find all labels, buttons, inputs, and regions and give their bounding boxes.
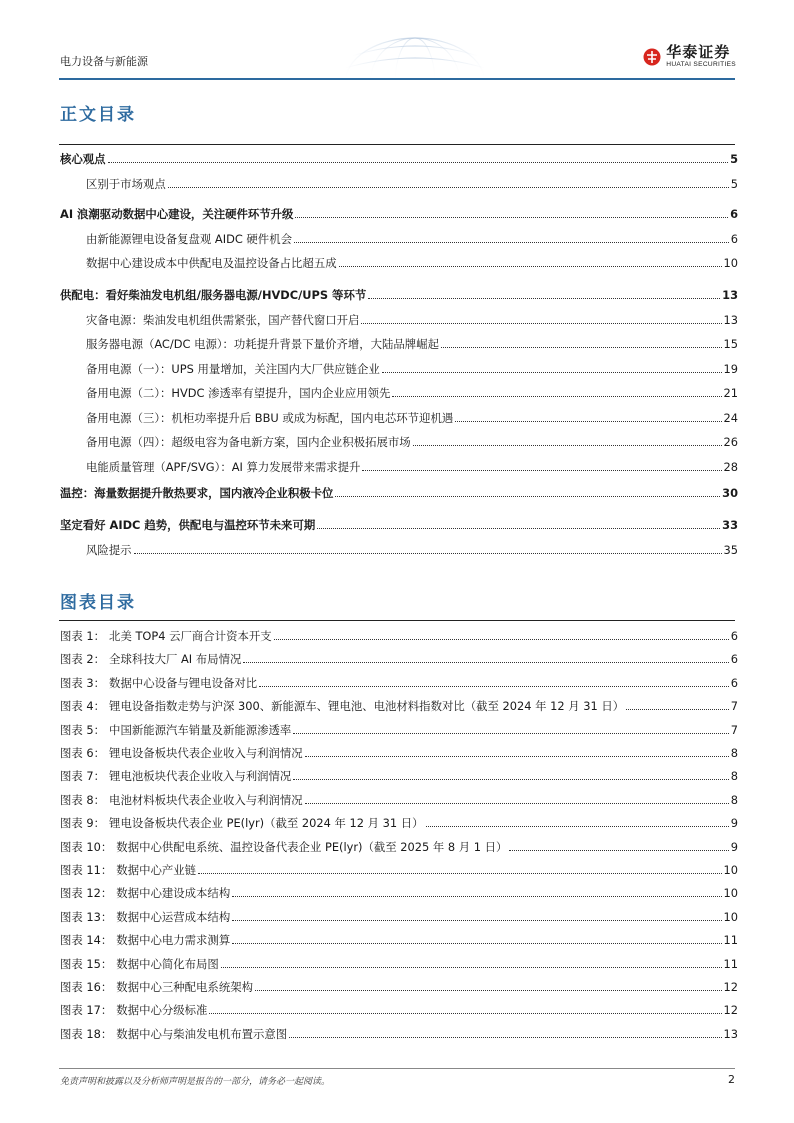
dot-leader bbox=[232, 943, 721, 944]
dot-leader bbox=[305, 756, 729, 757]
dot-leader bbox=[274, 639, 729, 640]
toc-entry-page: 33 bbox=[722, 518, 738, 532]
figure-label: 图表 15： bbox=[60, 956, 113, 971]
toc-entry-page: 30 bbox=[722, 486, 738, 500]
toc-entry-chapter[interactable] bbox=[60, 482, 738, 500]
dot-leader bbox=[305, 803, 729, 804]
toc-entry-section[interactable] bbox=[86, 407, 738, 425]
figure-page: 12 bbox=[723, 1003, 738, 1018]
dot-leader bbox=[362, 470, 721, 471]
figure-page: 6 bbox=[730, 629, 738, 643]
toc-entry-title: 备用电源（三）：机柜功率提升后 BBU 或成为标配，国内电芯环节迎机遇 bbox=[86, 410, 454, 425]
toc-entry-title: 温控：海量数据提升散热要求，国内液冷企业积极卡位 bbox=[60, 486, 334, 500]
toc-entry-title: 风险提示 bbox=[86, 542, 132, 557]
toc-entry-chapter[interactable] bbox=[60, 203, 738, 221]
toc-entry-title: 备用电源（一）：UPS 用量增加，关注国内大厂供应链企业 bbox=[86, 361, 380, 376]
figure-title: 中国新能源汽车销量及新能源渗透率 bbox=[109, 722, 292, 737]
figure-page: 6 bbox=[730, 675, 738, 690]
dot-leader bbox=[294, 242, 729, 243]
figure-page: 9 bbox=[730, 816, 738, 831]
page-header bbox=[0, 0, 794, 80]
figure-page: 8 bbox=[730, 769, 738, 784]
figure-title: 北美 TOP4 云厂商合计资本开支 bbox=[109, 629, 272, 643]
figure-page: 7 bbox=[730, 699, 738, 714]
figure-label: 图表 7： bbox=[60, 769, 106, 784]
figure-label: 图表 4： bbox=[60, 699, 106, 714]
toc-entry-chapter[interactable] bbox=[60, 284, 738, 302]
figure-label: 图表 1： bbox=[60, 629, 106, 643]
toc-entry-page: 6 bbox=[730, 231, 738, 246]
toc-entry-page: 13 bbox=[722, 288, 738, 302]
toc-entry-section[interactable] bbox=[86, 333, 738, 351]
toc-entry-section[interactable] bbox=[86, 456, 738, 474]
dot-leader bbox=[232, 920, 721, 921]
dot-leader bbox=[209, 1013, 721, 1014]
figure-entry[interactable] bbox=[60, 648, 738, 666]
figure-label: 图表 12： bbox=[60, 886, 113, 901]
toc-entry-page: 15 bbox=[723, 337, 738, 351]
dot-leader bbox=[339, 266, 722, 267]
figure-entry[interactable] bbox=[60, 812, 738, 830]
figure-page: 9 bbox=[730, 839, 738, 854]
dot-leader bbox=[335, 496, 720, 497]
figure-label: 图表 5： bbox=[60, 722, 106, 737]
footer-disclaimer: 免责声明和披露以及分析师声明是报告的一部分，请务必一起阅读。 bbox=[60, 1077, 331, 1087]
toc-entry-page: 28 bbox=[723, 459, 738, 474]
figure-entry[interactable] bbox=[60, 976, 738, 994]
figure-label: 图表 3： bbox=[60, 675, 106, 690]
toc-entry-page: 24 bbox=[723, 410, 738, 425]
header-category: 电力设备与新能源 bbox=[60, 55, 148, 68]
figure-entry[interactable] bbox=[60, 836, 738, 854]
toc-top-rule bbox=[59, 144, 735, 145]
huatai-logo-icon bbox=[643, 48, 661, 66]
toc-entry-title: 供配电：看好柴油发电机组/服务器电源/HVDC/UPS 等环节 bbox=[60, 288, 367, 302]
dot-leader bbox=[317, 528, 720, 529]
figure-title: 数据中心简化布局图 bbox=[116, 956, 219, 971]
dot-leader bbox=[293, 733, 728, 734]
toc-entry-section[interactable] bbox=[86, 358, 738, 376]
toc-entry-section[interactable] bbox=[86, 228, 738, 246]
figure-entry[interactable] bbox=[60, 1023, 738, 1041]
dot-leader bbox=[361, 323, 721, 324]
toc-entry-title: 坚定看好 AIDC 趋势，供配电与温控环节未来可期 bbox=[60, 518, 316, 532]
figure-label: 图表 6： bbox=[60, 746, 106, 760]
figure-title: 数据中心供配电系统、温控设备代表企业 PE(lyr)（截至 2025 年 8 月 1 日） bbox=[116, 839, 508, 854]
figure-entry[interactable] bbox=[60, 859, 738, 877]
dot-leader bbox=[382, 372, 722, 373]
toc-entry-title: 电能质量管理（APF/SVG）：AI 算力发展带来需求提升 bbox=[86, 459, 361, 474]
toc-entry-page: 10 bbox=[723, 256, 738, 270]
toc-entry-title: 服务器电源（AC/DC 电源）：功耗提升背景下量价齐增，大陆品牌崛起 bbox=[86, 337, 439, 351]
toc-entry-page: 6 bbox=[730, 207, 738, 221]
figure-page: 10 bbox=[723, 886, 738, 901]
figure-page: 13 bbox=[723, 1026, 738, 1041]
brand-name-cn: 华泰证券 bbox=[666, 43, 731, 61]
figure-title: 数据中心产业链 bbox=[116, 863, 197, 877]
figure-page: 11 bbox=[723, 956, 738, 971]
toc-title: 正文目录 bbox=[60, 105, 136, 125]
figure-page: 6 bbox=[730, 652, 738, 667]
toc-entry-section[interactable] bbox=[86, 382, 738, 400]
dot-leader bbox=[289, 1037, 721, 1038]
dot-leader bbox=[441, 347, 722, 348]
figure-label: 图表 11： bbox=[60, 863, 113, 877]
figure-title: 电池材料板块代表企业收入与利润情况 bbox=[109, 792, 303, 807]
globe-decoration-icon bbox=[300, 28, 530, 78]
dot-leader bbox=[368, 298, 720, 299]
figure-page: 7 bbox=[730, 722, 738, 737]
toc-entry-chapter[interactable] bbox=[60, 514, 738, 532]
toc-entry-title: 核心观点 bbox=[60, 152, 106, 166]
figure-entry[interactable] bbox=[60, 929, 738, 947]
figure-title: 数据中心运营成本结构 bbox=[116, 909, 231, 924]
toc-entry-page: 5 bbox=[730, 176, 738, 191]
figure-entry[interactable] bbox=[60, 999, 738, 1017]
dot-leader bbox=[108, 162, 728, 163]
figure-label: 图表 17： bbox=[60, 1003, 113, 1018]
dot-leader bbox=[232, 896, 721, 897]
figure-entry[interactable] bbox=[60, 882, 738, 900]
figure-page: 10 bbox=[723, 909, 738, 924]
figure-entry[interactable] bbox=[60, 953, 738, 971]
figure-title: 数据中心三种配电系统架构 bbox=[116, 980, 253, 994]
figure-title: 锂电池板块代表企业收入与利润情况 bbox=[109, 769, 292, 784]
figure-page: 12 bbox=[723, 980, 738, 994]
dot-leader bbox=[134, 553, 722, 554]
brand-name-en: HUATAI SECURITIES bbox=[666, 61, 736, 68]
figure-title: 数据中心建设成本结构 bbox=[116, 886, 231, 901]
toc-entry-page: 19 bbox=[723, 361, 738, 376]
toc-entry-section[interactable] bbox=[86, 309, 738, 327]
dot-leader bbox=[413, 445, 722, 446]
figure-page: 8 bbox=[730, 792, 738, 807]
figure-label: 图表 8： bbox=[60, 792, 106, 807]
figure-entry[interactable] bbox=[60, 695, 738, 713]
dot-leader bbox=[243, 662, 728, 663]
toc-entry-page: 13 bbox=[723, 312, 738, 327]
dot-leader bbox=[168, 187, 729, 188]
figure-title: 锂电设备板块代表企业收入与利润情况 bbox=[109, 746, 303, 760]
figure-title: 数据中心与柴油发电机布置示意图 bbox=[116, 1026, 288, 1041]
figure-entry[interactable] bbox=[60, 906, 738, 924]
figure-title: 数据中心电力需求测算 bbox=[116, 933, 231, 948]
toc-entry-section[interactable] bbox=[86, 173, 738, 191]
dot-leader bbox=[626, 709, 729, 710]
toc-entry-section[interactable] bbox=[86, 539, 738, 557]
dot-leader bbox=[293, 779, 728, 780]
figure-entry[interactable] bbox=[60, 742, 738, 760]
figure-title: 锂电设备板块代表企业 PE(lyr)（截至 2024 年 12 月 31 日） bbox=[109, 816, 424, 831]
dot-leader bbox=[509, 850, 728, 851]
toc-entry-title: 区别于市场观点 bbox=[86, 176, 166, 191]
figure-title: 数据中心设备与锂电设备对比 bbox=[109, 675, 258, 690]
toc-entry-page: 21 bbox=[723, 386, 738, 400]
figure-label: 图表 2： bbox=[60, 652, 106, 667]
figure-label: 图表 9： bbox=[60, 816, 106, 831]
dot-leader bbox=[221, 967, 722, 968]
figure-entry[interactable] bbox=[60, 625, 738, 643]
toc-entry-section[interactable] bbox=[86, 431, 738, 449]
figure-page: 11 bbox=[723, 933, 738, 948]
figure-page: 8 bbox=[730, 746, 738, 760]
figure-entry[interactable] bbox=[60, 789, 738, 807]
figure-label: 图表 10： bbox=[60, 839, 113, 854]
figure-title: 锂电设备指数走势与沪深 300、新能源车、锂电池、电池材料指数对比（截至 2024 年 12 月 31 日） bbox=[109, 699, 625, 714]
toc-entry-title: 备用电源（二）：HVDC 渗透率有望提升，国内企业应用领先 bbox=[86, 386, 391, 400]
toc-entry-title: AI 浪潮驱动数据中心建设，关注硬件环节升级 bbox=[60, 207, 294, 221]
toc-entry-title: 由新能源锂电设备复盘观 AIDC 硬件机会 bbox=[86, 231, 292, 246]
dot-leader bbox=[259, 686, 729, 687]
dot-leader bbox=[392, 396, 721, 397]
toc-entry-page: 35 bbox=[723, 542, 738, 557]
dot-leader bbox=[455, 421, 721, 422]
figure-entry[interactable] bbox=[60, 719, 738, 737]
dot-leader bbox=[295, 217, 728, 218]
toc-entry-page: 5 bbox=[730, 152, 738, 166]
figure-label: 图表 16： bbox=[60, 980, 113, 994]
figure-label: 图表 14： bbox=[60, 933, 113, 948]
page-number: 2 bbox=[728, 1073, 735, 1086]
figure-page: 10 bbox=[723, 863, 738, 877]
figure-entry[interactable] bbox=[60, 672, 738, 690]
dot-leader bbox=[426, 826, 729, 827]
toc-entry-section[interactable] bbox=[86, 252, 738, 270]
dot-leader bbox=[198, 873, 721, 874]
figure-label: 图表 18： bbox=[60, 1026, 113, 1041]
brand-logo bbox=[643, 44, 736, 69]
figure-title: 全球科技大厂 AI 布局情况 bbox=[109, 652, 242, 667]
figures-top-rule bbox=[59, 620, 735, 621]
figure-title: 数据中心分级标准 bbox=[116, 1003, 208, 1018]
toc-entry-page: 26 bbox=[723, 435, 738, 449]
figures-title: 图表目录 bbox=[60, 593, 136, 613]
dot-leader bbox=[255, 990, 722, 991]
figure-entry[interactable] bbox=[60, 765, 738, 783]
toc-entry-title: 数据中心建设成本中供配电及温控设备占比超五成 bbox=[86, 256, 337, 270]
figure-label: 图表 13： bbox=[60, 909, 113, 924]
header-rule bbox=[59, 78, 735, 80]
toc-entry-title: 备用电源（四）：超级电容为备电新方案，国内企业积极拓展市场 bbox=[86, 435, 411, 449]
toc-entry-chapter[interactable] bbox=[60, 148, 738, 166]
footer-rule bbox=[59, 1068, 735, 1069]
toc-entry-title: 灾备电源：柴油发电机组供需紧张，国产替代窗口开启 bbox=[86, 312, 360, 327]
